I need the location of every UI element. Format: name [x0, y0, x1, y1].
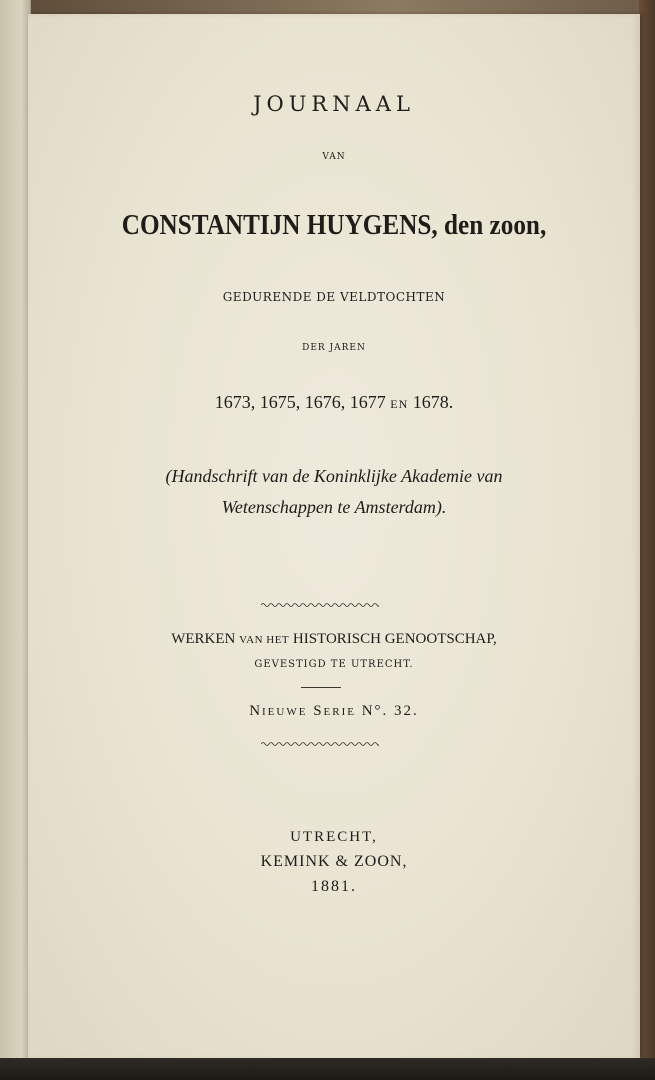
ornamental-rule-bottom	[261, 741, 379, 747]
author-main: CONSTANTIJN HUYGENS,	[121, 210, 438, 241]
preposition-van: VAN	[322, 152, 346, 162]
years-last: 1678.	[412, 392, 454, 412]
manuscript-note-line-2: Wetenschappen te Amsterdam).	[221, 497, 447, 517]
book-spine	[639, 0, 655, 1080]
series-society: HISTORISCH GENOOTSCHAP,	[292, 631, 497, 647]
book-cover-edge	[0, 0, 31, 1072]
series-van-het: VAN HET	[239, 634, 290, 646]
short-divider-rule	[301, 687, 341, 688]
subtitle-campaigns: GEDURENDE DE VELDTOCHTEN	[222, 290, 446, 304]
series-name	[28, 631, 640, 648]
imprint-publisher: KEMINK & ZOON,	[260, 853, 408, 870]
subtitle-der-jaren: DER JAREN	[302, 343, 366, 353]
years-conjunction: EN	[390, 397, 409, 411]
author-suffix: den zoon,	[444, 210, 547, 241]
campaign-years	[28, 392, 640, 413]
years-list: 1673, 1675, 1676, 1677	[214, 392, 386, 412]
book-bottom-shadow	[0, 1058, 655, 1080]
imprint-year: 1881.	[311, 878, 357, 895]
series-number: Nieuwe Serie N°. 32.	[249, 703, 419, 719]
manuscript-note-line-1: (Handschrift van de Koninklijke Akademie van	[165, 466, 503, 486]
series-werken: WERKEN	[171, 631, 236, 647]
ornamental-rule-top	[261, 602, 379, 608]
society-location: GEVESTIGD TE UTRECHT.	[254, 659, 414, 670]
imprint-place: UTRECHT,	[290, 829, 378, 845]
title-page	[28, 14, 640, 1060]
book-title: JOURNAAL	[253, 92, 415, 116]
author-name	[59, 210, 610, 242]
